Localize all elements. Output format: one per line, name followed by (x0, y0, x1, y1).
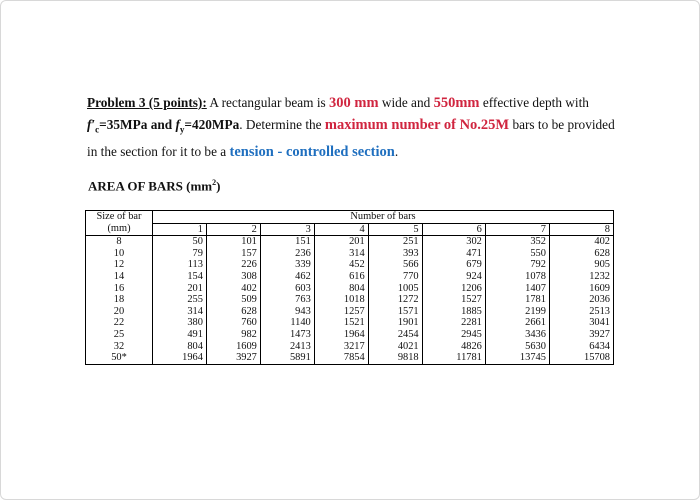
table-row (86, 236, 614, 248)
column-number-2: 2 (206, 223, 260, 236)
bar-size-cell: 16 (86, 283, 153, 295)
area-cell: 1885 (422, 306, 485, 318)
area-cell: 1609 (549, 283, 613, 295)
area-of-bars-table (85, 210, 614, 365)
fy-value: =420MPa (184, 117, 240, 132)
area-cell: 11781 (422, 352, 485, 364)
area-cell: 1571 (368, 306, 422, 318)
area-cell: 2281 (422, 317, 485, 329)
area-cell: 792 (485, 259, 549, 271)
area-cell: 566 (368, 259, 422, 271)
area-cell: 1609 (206, 341, 260, 353)
area-cell: 603 (260, 283, 314, 295)
area-cell: 339 (260, 259, 314, 271)
area-cell: 550 (485, 248, 549, 260)
column-number-8: 8 (549, 223, 613, 236)
area-cell: 236 (260, 248, 314, 260)
area-cell: 1473 (260, 329, 314, 341)
fy-symbol: f (175, 117, 180, 132)
area-cell: 226 (206, 259, 260, 271)
tension-controlled-phrase: tension - controlled section (229, 143, 395, 160)
area-cell: 380 (153, 317, 207, 329)
column-number-row (86, 223, 614, 236)
area-cell: 1407 (485, 283, 549, 295)
area-cell: 1527 (422, 294, 485, 306)
area-cell: 1964 (314, 329, 368, 341)
table-row (86, 317, 614, 329)
column-number-3: 3 (260, 223, 314, 236)
area-cell: 471 (422, 248, 485, 260)
area-cell: 1781 (485, 294, 549, 306)
area-cell: 3041 (549, 317, 613, 329)
table-row (86, 329, 614, 341)
area-cell: 314 (153, 306, 207, 318)
column-number-6: 6 (422, 223, 485, 236)
area-cell: 982 (206, 329, 260, 341)
bar-size-cell: 50* (86, 352, 153, 364)
area-cell: 393 (368, 248, 422, 260)
problem-label: Problem 3 (5 points): (87, 95, 207, 110)
area-cell: 113 (153, 259, 207, 271)
area-cell: 924 (422, 271, 485, 283)
bar-size-cell: 22 (86, 317, 153, 329)
area-cell: 3927 (549, 329, 613, 341)
area-cell: 2661 (485, 317, 549, 329)
fc-value: =35MPa and (99, 117, 176, 132)
area-cell: 4021 (368, 341, 422, 353)
area-cell: 1257 (314, 306, 368, 318)
table-body (86, 211, 614, 365)
area-cell: 308 (206, 271, 260, 283)
bar-size-cell: 12 (86, 259, 153, 271)
area-cell: 804 (153, 341, 207, 353)
table-row (86, 352, 614, 364)
column-number-7: 7 (485, 223, 549, 236)
column-number-1: 1 (153, 223, 207, 236)
area-cell: 1964 (153, 352, 207, 364)
problem-text-5: bars to be provided in the section for it to be a (87, 117, 615, 159)
area-cell: 905 (549, 259, 613, 271)
area-cell: 2945 (422, 329, 485, 341)
size-unit-header: (mm) (86, 223, 153, 236)
area-cell: 50 (153, 236, 207, 248)
area-cell: 1901 (368, 317, 422, 329)
fc-symbol: f′ (87, 117, 96, 132)
area-cell: 255 (153, 294, 207, 306)
table-row (86, 259, 614, 271)
area-cell: 2199 (485, 306, 549, 318)
fc-sub: c (95, 124, 100, 135)
table-header-row (86, 211, 614, 224)
bar-size-cell: 10 (86, 248, 153, 260)
area-cell: 1078 (485, 271, 549, 283)
area-cell: 5891 (260, 352, 314, 364)
area-cell: 157 (206, 248, 260, 260)
bar-size-cell: 14 (86, 271, 153, 283)
area-cell: 1005 (368, 283, 422, 295)
area-cell: 770 (368, 271, 422, 283)
area-cell: 1272 (368, 294, 422, 306)
table-row (86, 271, 614, 283)
area-cell: 491 (153, 329, 207, 341)
area-cell: 2513 (549, 306, 613, 318)
problem-text-1: A rectangular beam is (206, 95, 330, 110)
area-cell: 2454 (368, 329, 422, 341)
area-cell: 352 (485, 236, 549, 248)
area-cell: 2413 (260, 341, 314, 353)
area-cell: 15708 (549, 352, 613, 364)
area-cell: 1140 (260, 317, 314, 329)
area-cell: 9818 (368, 352, 422, 364)
table-row (86, 248, 614, 260)
area-of-bars-title: AREA OF BARS $(mm^2)$ (88, 178, 221, 194)
bar-size-cell: 18 (86, 294, 153, 306)
area-cell: 7854 (314, 352, 368, 364)
area-cell: 154 (153, 271, 207, 283)
max-bars-phrase: maximum number of No.25M (324, 117, 510, 133)
column-number-4: 4 (314, 223, 368, 236)
area-cell: 1232 (549, 271, 613, 283)
area-cell: 2036 (549, 294, 613, 306)
area-cell: 3217 (314, 341, 368, 353)
table-row (86, 283, 614, 295)
bar-size-cell: 20 (86, 306, 153, 318)
bar-size-cell: 32 (86, 341, 153, 353)
size-header: Size of bar (86, 211, 153, 224)
area-cell: 679 (422, 259, 485, 271)
area-cell: 509 (206, 294, 260, 306)
table-row (86, 341, 614, 353)
area-cell: 5630 (485, 341, 549, 353)
problem-text-4: . Determine the (239, 117, 325, 132)
bar-size-cell: 25 (86, 329, 153, 341)
area-cell: 79 (153, 248, 207, 260)
fc-spec (87, 117, 240, 135)
table-row (86, 294, 614, 306)
area-cell: 1206 (422, 283, 485, 295)
effective-depth: 550mm (433, 95, 480, 111)
area-cell: 3927 (206, 352, 260, 364)
area-cell: 628 (206, 306, 260, 318)
area-cell: 201 (153, 283, 207, 295)
area-cell: 402 (549, 236, 613, 248)
area-cell: 151 (260, 236, 314, 248)
area-cell: 1521 (314, 317, 368, 329)
problem-text-6: . (394, 143, 399, 159)
area-cell: 402 (206, 283, 260, 295)
area-cell: 302 (422, 236, 485, 248)
area-cell: 13745 (485, 352, 549, 364)
column-number-5: 5 (368, 223, 422, 236)
area-cell: 251 (368, 236, 422, 248)
problem-statement (87, 92, 627, 163)
area-cell: 763 (260, 294, 314, 306)
area-cell: 314 (314, 248, 368, 260)
area-cell: 452 (314, 259, 368, 271)
area-cell: 4826 (422, 341, 485, 353)
area-cell: 760 (206, 317, 260, 329)
area-cell: 616 (314, 271, 368, 283)
problem-text-2: wide and (378, 95, 434, 110)
area-cell: 943 (260, 306, 314, 318)
area-cell: 201 (314, 236, 368, 248)
number-of-bars-header: Number of bars (153, 211, 614, 224)
area-cell: 804 (314, 283, 368, 295)
area-cell: 462 (260, 271, 314, 283)
area-cell: 6434 (549, 341, 613, 353)
area-cell: 628 (549, 248, 613, 260)
table-row (86, 306, 614, 318)
bar-size-cell: 8 (86, 236, 153, 248)
area-cell: 1018 (314, 294, 368, 306)
beam-width: 300 mm (329, 95, 379, 111)
problem-text-3: effective depth with (479, 95, 589, 110)
area-cell: 3436 (485, 329, 549, 341)
area-cell: 101 (206, 236, 260, 248)
fy-sub: y (179, 124, 185, 135)
